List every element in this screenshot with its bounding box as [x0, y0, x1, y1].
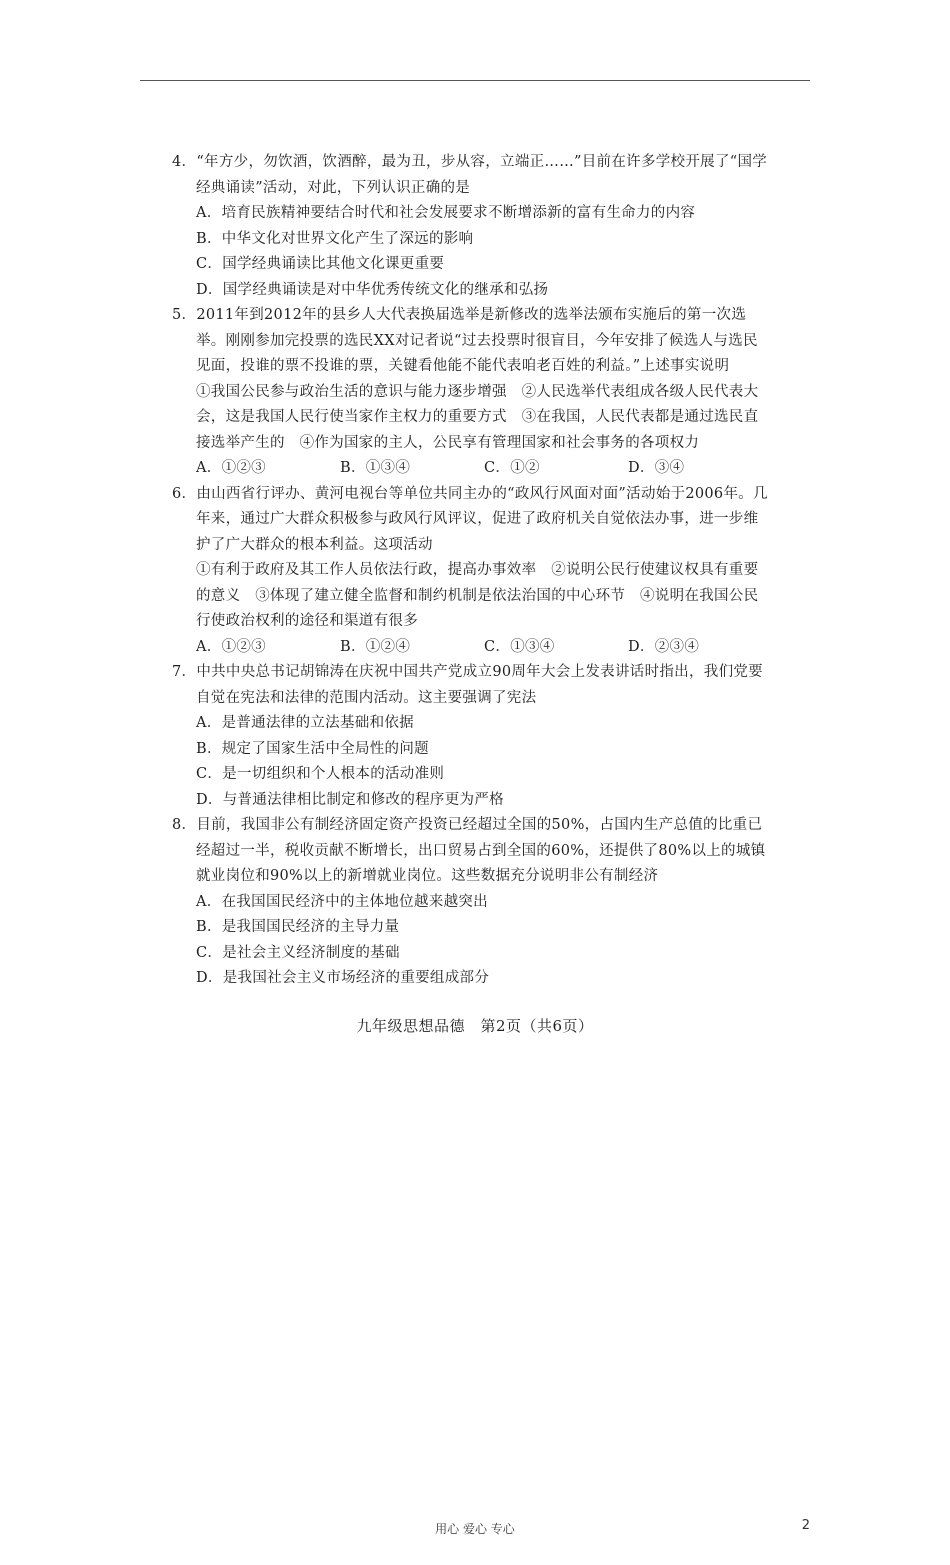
page-number: 2 [801, 1518, 810, 1533]
option-c: C．国学经典诵读比其他文化课更重要 [196, 256, 445, 272]
choice-d: D．③④ [628, 460, 685, 476]
question-stem: 4．“年方少，勿饮酒，饮酒醉，最为丑，步从容，立端正……”目前在许多学校开展了“国学经典诵读”活动，对此，下列认识正确的是 [172, 154, 768, 196]
choice-row [172, 635, 772, 661]
choice-d: D．②③④ [628, 638, 700, 655]
footer-slogan: 用心 爱心 专心 [435, 1522, 515, 1536]
option-c: C．是一切组织和个人根本的活动准则 [196, 766, 445, 782]
option-b: B．规定了国家生活中全局性的问题 [196, 740, 429, 757]
question-5 [172, 303, 772, 482]
option-a: A．是普通法律的立法基础和依据 [196, 715, 414, 731]
question-6 [172, 482, 772, 661]
question-stem: 8．目前，我国非公有制经济固定资产投资已经超过全国的50%，占国内生产总值的比重已经超过一半，税收贡献不断增长，出口贸易占到全国的60%，还提供了80%以上的城镇就业岗位和90%以上的新增就业岗位。这些数据充分说明非公有制经济 [172, 817, 766, 884]
choice-a: A．①②③ [196, 460, 266, 476]
option-b: B．中华文化对世界文化产生了深远的影响 [196, 230, 474, 247]
option-d: D．国学经典诵读是对中华优秀传统文化的继承和弘扬 [196, 281, 549, 298]
choice-b: B．①②④ [340, 638, 411, 655]
choice-row [172, 456, 772, 482]
option-d: D．与普通法律相比制定和修改的程序更为严格 [196, 791, 504, 808]
option-b: B．是我国国民经济的主导力量 [196, 919, 400, 935]
question-8 [172, 813, 772, 992]
question-stem: 7．中共中央总书记胡锦涛在庆祝中国共产党成立90周年大会上发表讲话时指出，我们党要自觉在宪法和法律的范围内活动。这主要强调了宪法 [172, 664, 763, 706]
choice-c: C．①③④ [484, 638, 555, 655]
option-a: A．在我国国民经济中的主体地位越来越突出 [196, 893, 488, 910]
question-stem: 6．由山西省行评办、黄河电视台等单位共同主办的“政风行风面对面”活动始于2006年。几年来，通过广大群众积极参与政风行风评议，促进了政府机关自觉依法办事，进一步维护了广大群众的根本利益。这项活动 [172, 485, 768, 553]
option-c: C．是社会主义经济制度的基础 [196, 944, 400, 961]
choice-c: C．①② [484, 460, 540, 476]
choice-b: B．①③④ [340, 460, 411, 476]
question-statements: ①我国公民参与政治生活的意识与能力逐步增强 ②人民选举代表组成各级人民代表大会，这是我国人民行使当家作主权力的重要方式 ③在我国，人民代表都是通过选民直接选举产生的 ④作为国家的主人，公民享有管理国家和社会事务的各项权力 [196, 383, 759, 451]
option-d: D．是我国社会主义市场经济的重要组成部分 [196, 970, 490, 986]
question-4 [172, 150, 772, 303]
option-a: A．培育民族精神要结合时代和社会发展要求不断增添新的富有生命力的内容 [196, 205, 696, 221]
question-7 [172, 660, 772, 813]
choice-a: A．①②③ [196, 638, 266, 655]
exam-page-footer: 九年级思想品德 第2页（共6页） [356, 1017, 594, 1035]
question-statements: ①有利于政府及其工作人员依法行政，提高办事效率 ②说明公民行使建议权具有重要的意义 ③体现了建立健全监督和制约机制是依法治国的中心环节 ④说明在我国公民行使政治权利的途径和渠道有很多 [196, 562, 759, 629]
question-list [172, 150, 772, 992]
question-stem: 5．2011年到2012年的县乡人大代表换届选举是新修改的选举法颁布实施后的第一次选举。刚刚参加完投票的选民XX对记者说“过去投票时很盲目，今年安排了候选人与选民见面，投谁的票不投谁的票，关键看他能不能代表咱老百姓的利益。”上述事实说明 [172, 307, 758, 374]
header-rule [140, 80, 810, 81]
